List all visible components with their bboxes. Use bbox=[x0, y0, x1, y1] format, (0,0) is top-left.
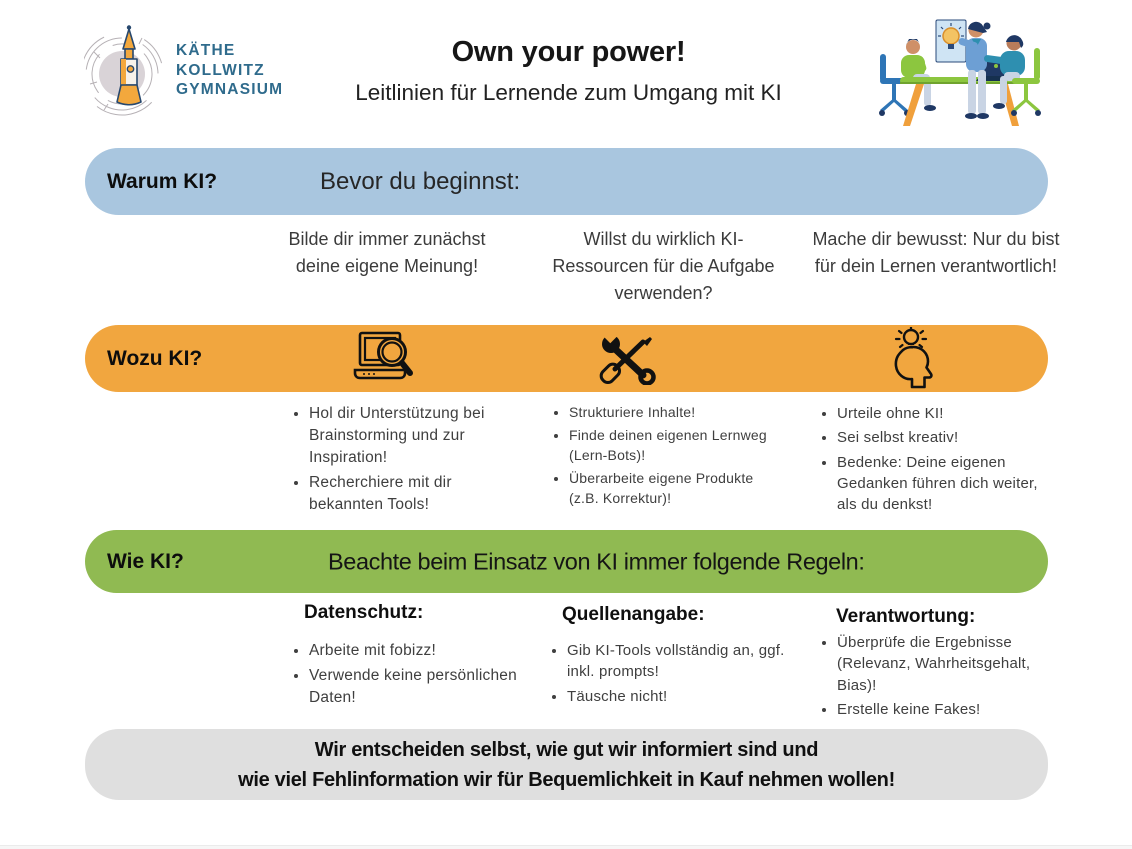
school-name bbox=[176, 41, 283, 100]
rule-heading: Datenschutz: bbox=[304, 602, 424, 623]
footer-statement-band bbox=[85, 729, 1048, 800]
rule-heading: Verantwortung: bbox=[836, 606, 976, 627]
rule-list bbox=[290, 640, 520, 709]
band-warum-text: Bevor du beginnst: bbox=[320, 167, 521, 195]
footer-line-2: wie viel Fehlinformation wir für Bequemlichkeit in Kauf nehmen wollen! bbox=[238, 768, 895, 791]
tools-icon bbox=[598, 333, 662, 385]
list-item: • Gib KI-Tools vollständig an, ggf. inkl. prompts! bbox=[567, 640, 786, 683]
wozu-list-1 bbox=[290, 403, 522, 519]
rule-column-datenschutz bbox=[290, 602, 520, 712]
band-warum bbox=[85, 148, 1048, 215]
rule-heading: Quellenangabe: bbox=[562, 604, 705, 625]
footer-line-1: Wir entscheiden selbst, wie gut wir informiert sind und bbox=[314, 738, 819, 761]
band-wozu bbox=[85, 325, 1048, 392]
warum-column-3: Mache dir bewusst: Nur du bist für dein Lernen verantwortlich! bbox=[812, 229, 1060, 276]
bottom-edge-strip bbox=[0, 845, 1132, 849]
school-name-line: KOLLWITZ bbox=[176, 61, 265, 79]
school-name-line: GYMNASIUM bbox=[176, 81, 284, 98]
list-item: • Bedenke: Deine eigenen Gedanken führen dich weiter, als du denkst! bbox=[837, 452, 1050, 516]
list-item: • Überarbeite eigene Produkte (z.B. Korrektur)! bbox=[569, 469, 770, 509]
list-item: • Überprüfe die Ergebnisse (Relevanz, Wahrheitsgehalt, Bias)! bbox=[837, 632, 1060, 696]
list-item: • Recherchiere mit dir bekannten Tools! bbox=[309, 472, 522, 516]
rule-column-verantwortung bbox=[818, 606, 1060, 723]
wozu-list-3 bbox=[818, 403, 1050, 518]
list-item: • Erstelle keine Fakes! bbox=[837, 699, 1060, 720]
wozu-list-2 bbox=[550, 403, 770, 511]
list-item: • Hol dir Unterstützung bei Brainstorming und zur Inspiration! bbox=[309, 403, 522, 469]
list-item: • Urteile ohne KI! bbox=[837, 403, 1050, 424]
head-idea-icon bbox=[886, 327, 944, 389]
page-subtitle: Leitlinien für Lernende zum Umgang mit KI bbox=[355, 80, 782, 105]
laptop-search-icon bbox=[352, 330, 418, 388]
warum-column-1: Bilde dir immer zunächst deine eigene Meinung! bbox=[288, 229, 486, 276]
list-item: • Sei selbst kreativ! bbox=[837, 427, 1050, 448]
rule-list bbox=[818, 632, 1060, 720]
rule-list bbox=[548, 640, 786, 707]
page-title: Own your power! bbox=[451, 36, 686, 68]
list-item: • Arbeite mit fobizz! bbox=[309, 640, 520, 662]
band-wie bbox=[85, 530, 1048, 593]
list-item: • Verwende keine persönlichen Daten! bbox=[309, 665, 520, 709]
list-item: • Finde deinen eigenen Lernweg (Lern-Bots)! bbox=[569, 426, 770, 466]
band-wozu-label: Wozu KI? bbox=[107, 346, 203, 370]
rule-column-quellenangabe bbox=[548, 604, 786, 710]
team-illustration bbox=[872, 14, 1050, 132]
band-warum-label: Warum KI? bbox=[107, 169, 218, 193]
list-item: • Täusche nicht! bbox=[567, 686, 786, 707]
band-wie-text: Beachte beim Einsatz von KI immer folgende Regeln: bbox=[328, 548, 865, 574]
warum-column-2: Willst du wirklich KI-Ressourcen für die Aufgabe verwenden? bbox=[552, 229, 775, 303]
list-item: • Strukturiere Inhalte! bbox=[569, 403, 770, 423]
school-logo-icon bbox=[84, 22, 176, 120]
band-wie-label: Wie KI? bbox=[107, 549, 184, 573]
school-name-line: KÄTHE bbox=[176, 42, 236, 59]
